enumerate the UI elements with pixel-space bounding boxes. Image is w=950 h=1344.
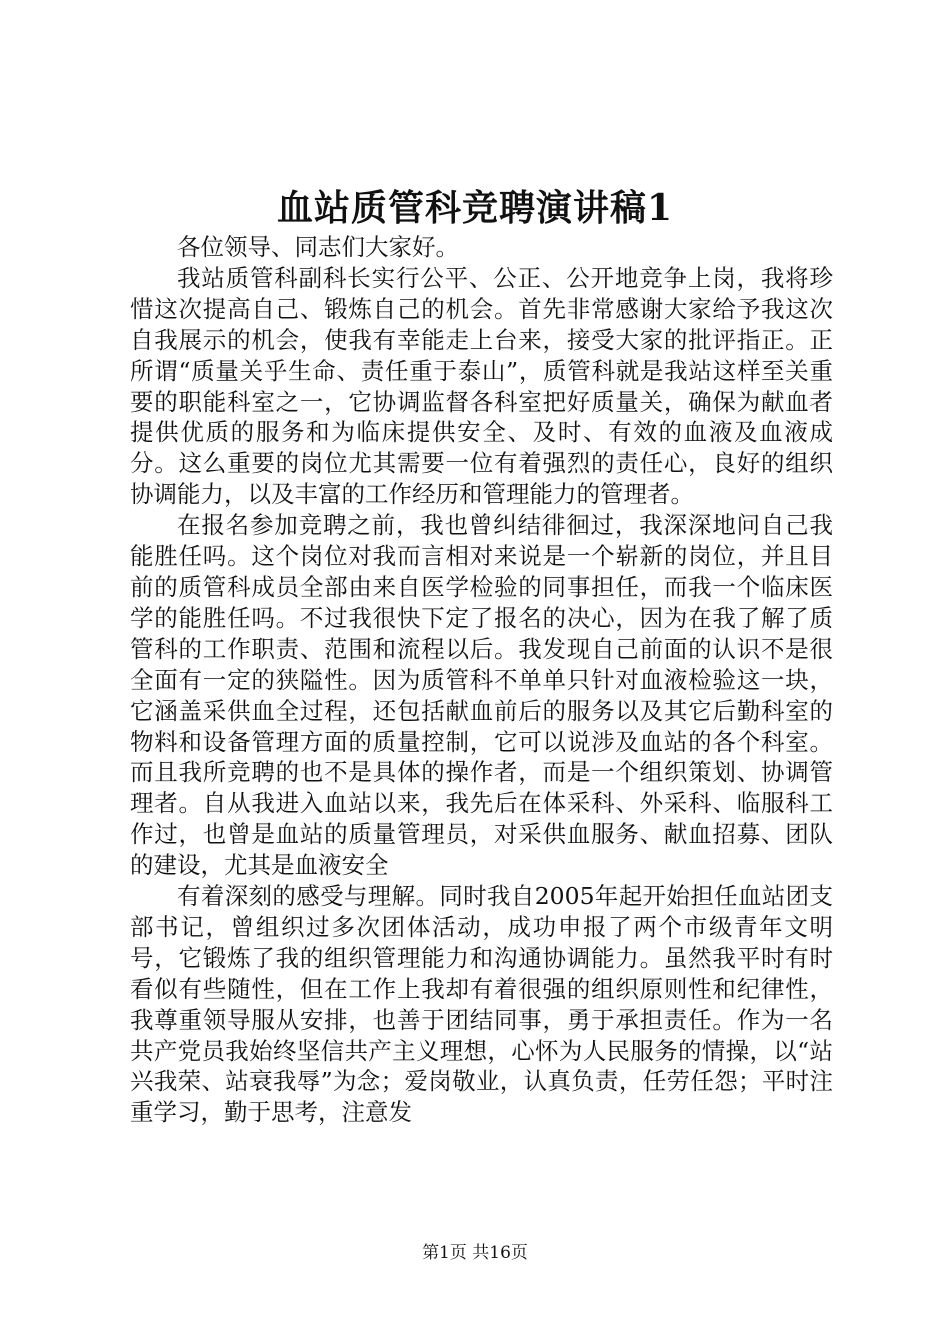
paragraph-greeting: 各位领导、同志们大家好。 [177, 233, 459, 261]
document-title: 血站质管科竞聘演讲稿1 [276, 187, 674, 229]
paragraph-introduction: 我站质管科副科长实行公平、公正、公开地竞争上岗，我将珍惜这次提高自己、锻炼自己的机会。首先非常感谢大家给予我这次自我展示的机会，使我有幸能走上台来，接受大家的批评指正。正所谓“质量关乎生命、责任重于泰山”，质管科就是我站这样至关重要的职能科室之一，它协调监督各科室把好质量关，确保为献血者提供优质的服务和为临床提供安全、及时、有效的血液及血液成分。这么重要的岗位尤其需要一位有着强烈的责任心，良好的组织协调能力，以及丰富的工作经历和管理能力的管理者。 [130, 263, 833, 509]
document-body [130, 232, 833, 1128]
page-number-footer: 第1页 共16页 [422, 1243, 528, 1263]
paragraph-motivation: 在报名参加竞聘之前，我也曾纠结徘徊过，我深深地问自己我能胜任吗。这个岗位对我而言相对来说是一个崭新的岗位，并且目前的质管科成员全部由来自医学检验的同事担任，而我一个临床医学的能胜任吗。不过我很快下定了报名的决心，因为在我了解了质管科的工作职责、范围和流程以后。我发现自己前面的认识不是很全面有一定的狭隘性。因为质管科不单单只针对血液检验这一块，它涵盖采供血全过程，还包括献血前后的服务以及其它后勤科室的物料和设备管理方面的质量控制，它可以说涉及血站的各个科室。而且我所竞聘的也不是具体的操作者，而是一个组织策划、协调管理者。自从我进入血站以来，我先后在体采科、外采科、临服科工作过，也曾是血站的质量管理员，对采供血服务、献血招募、团队的建设，尤其是血液安全 [130, 511, 833, 880]
paragraph-experience: 有着深刻的感受与理解。同时我自2005年起开始担任血站团支部书记，曾组织过多次团体活动，成功申报了两个市级青年文明号，它锻炼了我的组织管理能力和沟通协调能力。虽然我平时有时看似有些随性，但在工作上我却有着很强的组织原则性和纪律性，我尊重领导服从安排，也善于团结同事，勇于承担责任。作为一名共产党员我始终坚信共产主义理想，心怀为人民服务的情操，以“站兴我荣、站衰我辱”为念；爱岗敬业，认真负责，任劳任怨；平时注重学习，勤于思考，注意发 [130, 882, 833, 1127]
